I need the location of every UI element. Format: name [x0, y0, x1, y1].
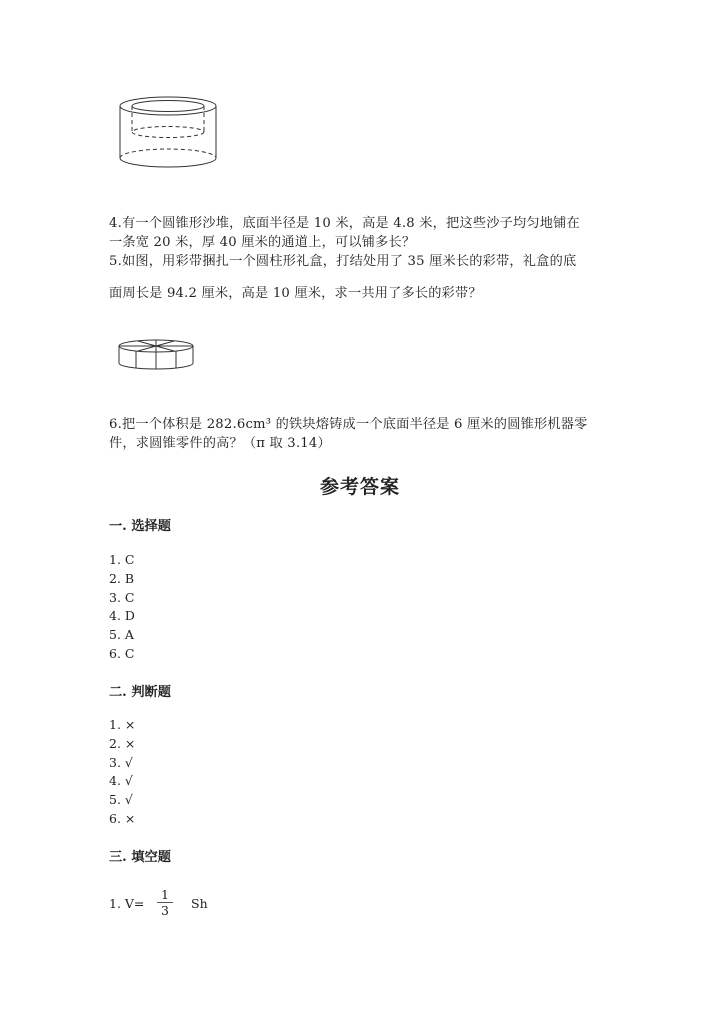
formula-prefix: 1. V=	[109, 896, 145, 911]
answer-item: 2. ×	[109, 735, 136, 751]
answer-item: 5. A	[109, 627, 134, 643]
section-2-answers	[109, 716, 135, 829]
section-1-answers	[109, 551, 135, 664]
question-4-line-2: 一条宽 20 米，厚 40 厘米的通道上，可以铺多长？	[109, 235, 416, 250]
answer-item: 1. ×	[109, 717, 136, 732]
answer-item: 2. B	[109, 570, 135, 586]
answer-item: 6. C	[109, 645, 135, 661]
answer-item: 4. √	[109, 773, 133, 789]
question-4-line-1: 4.有一个圆锥形沙堆，底面半径是 10 米，高是 4.8 米，把这些沙子均匀地铺在	[109, 216, 580, 231]
answer-item: 6. ×	[109, 810, 136, 826]
gift-box-figure	[114, 334, 198, 374]
question-6-line-1: 6.把一个体积是 282.6cm³ 的铁块熔铸成一个底面半径是 6 厘米的圆锥形机器零	[109, 417, 588, 432]
formula-suffix: Sh	[191, 896, 208, 911]
section-2-title: 二. 判断题	[109, 685, 171, 700]
fraction-numerator: 1	[157, 887, 173, 903]
question-5-line-2: 面周长是 94.2 厘米，高是 10 厘米，求一共用了多长的彩带？	[109, 286, 482, 301]
answers-title: 参考答案	[319, 476, 400, 498]
question-5-line-1: 5.如图，用彩带捆扎一个圆柱形礼盒，打结处用了 35 厘米长的彩带，礼盒的底	[109, 254, 577, 269]
section-1-title: 一. 选择题	[109, 519, 171, 534]
fraction-one-third	[157, 887, 173, 918]
answer-item: 1. C	[109, 552, 135, 567]
answer-item: 3. C	[109, 589, 135, 605]
answer-item: 3. √	[109, 754, 133, 770]
question-6-line-2: 件，求圆锥零件的高？（π 取 3.14）	[109, 436, 331, 451]
section-3-title: 三. 填空题	[109, 850, 171, 865]
cylinder-figure	[108, 92, 228, 172]
fraction-denominator: 3	[161, 903, 169, 918]
answer-item: 5. √	[109, 792, 133, 808]
answer-item: 4. D	[109, 608, 135, 624]
